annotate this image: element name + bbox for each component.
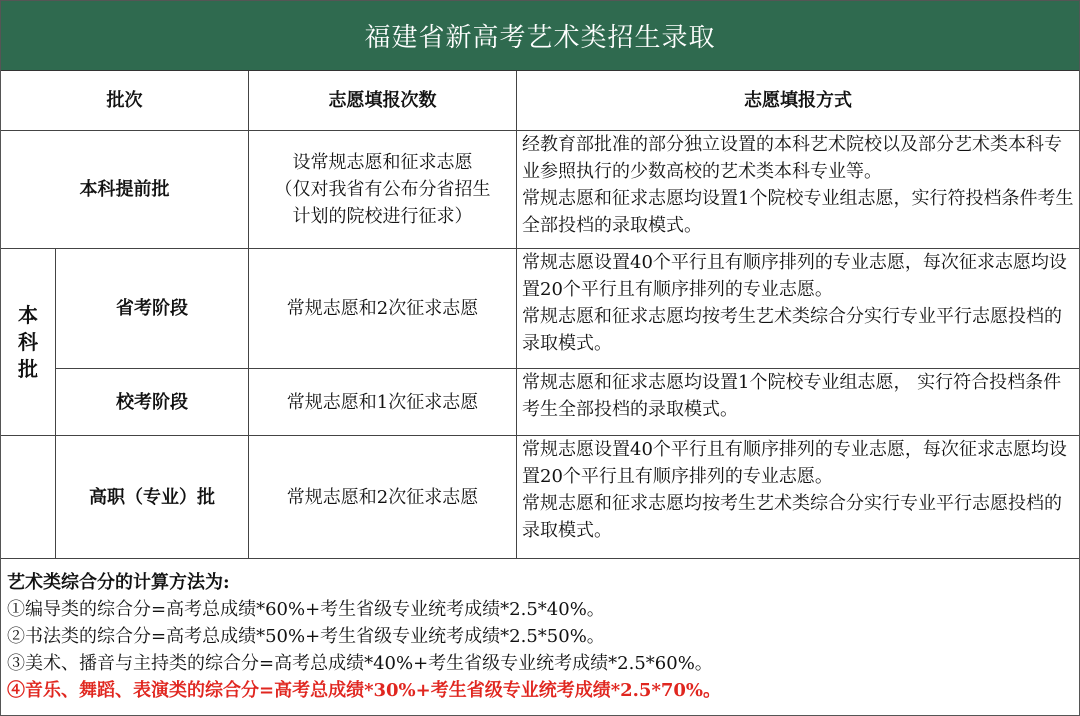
method-provincial — [517, 249, 1079, 369]
header-count: 志愿填报次数 — [249, 71, 517, 131]
count-early-line: 设常规志愿和征求志愿 — [292, 152, 473, 173]
formula-highlight-line: ④音乐、舞蹈、表演类的综合分=高考总成绩*30%+考生省级专业统考成绩*2.5*70%。 — [7, 680, 722, 701]
formula-line: ③美术、播音与主持类的综合分=高考总成绩*40%+考生省级专业统考成绩*2.5*60%。 — [7, 653, 713, 674]
formula-section — [1, 559, 1079, 715]
count-provincial: 常规志愿和2次征求志愿 — [249, 249, 517, 369]
method-paragraph: 常规志愿设置40个平行且有顺序排列的专业志愿，每次征求志愿均设置20个平行且有顺序排列的专业志愿。 — [522, 439, 1067, 487]
method-paragraph: 常规志愿和征求志愿均设置1个院校专业组志愿， 实行符合投档条件考生全部投档的录取模式。 — [522, 372, 1062, 420]
batch-undergrad-char: 批 — [18, 356, 38, 381]
batch-undergrad — [1, 249, 56, 436]
method-school — [517, 369, 1079, 436]
method-paragraph: 常规志愿设置40个平行且有顺序排列的专业志愿，每次征求志愿均设置20个平行且有顺序排列的专业志愿。 — [522, 252, 1067, 300]
batch-vocational: 高职（专业）批 — [56, 436, 249, 559]
count-early-line: （仅对我省有公布分省招生 — [274, 179, 491, 200]
method-paragraph: 常规志愿和征求志愿均按考生艺术类综合分实行专业平行志愿投档的录取模式。 — [522, 306, 1062, 354]
stage-school: 校考阶段 — [56, 369, 249, 436]
formula-line: ①编导类的综合分=高考总成绩*60%+考生省级专业统考成绩*2.5*40%。 — [7, 599, 605, 620]
method-vocational — [517, 436, 1079, 559]
header-method: 志愿填报方式 — [517, 71, 1079, 131]
formula-title: 艺术类综合分的计算方法为: — [7, 572, 230, 593]
method-paragraph: 经教育部批准的部分独立设置的本科艺术院校以及部分艺术类本科专业参照执行的少数高校的艺术类本科专业等。 — [522, 134, 1062, 182]
table-title: 福建省新高考艺术类招生录取 — [1, 1, 1079, 71]
header-batch: 批次 — [1, 71, 249, 131]
formula-line: ②书法类的综合分=高考总成绩*50%+考生省级专业统考成绩*2.5*50%。 — [7, 626, 605, 647]
batch-vocational-spacer — [1, 436, 56, 559]
count-early — [249, 131, 517, 249]
count-school: 常规志愿和1次征求志愿 — [249, 369, 517, 436]
count-vocational: 常规志愿和2次征求志愿 — [249, 436, 517, 559]
count-early-line: 计划的院校进行征求） — [292, 206, 473, 227]
batch-undergrad-char: 科 — [18, 329, 38, 354]
method-paragraph: 常规志愿和征求志愿均按考生艺术类综合分实行专业平行志愿投档的录取模式。 — [522, 493, 1062, 541]
method-early — [517, 131, 1079, 249]
batch-early: 本科提前批 — [1, 131, 249, 249]
batch-undergrad-char: 本 — [18, 302, 38, 327]
stage-provincial: 省考阶段 — [56, 249, 249, 369]
method-paragraph: 常规志愿和征求志愿均设置1个院校专业组志愿，实行符投档条件考生全部投档的录取模式。 — [522, 188, 1074, 236]
